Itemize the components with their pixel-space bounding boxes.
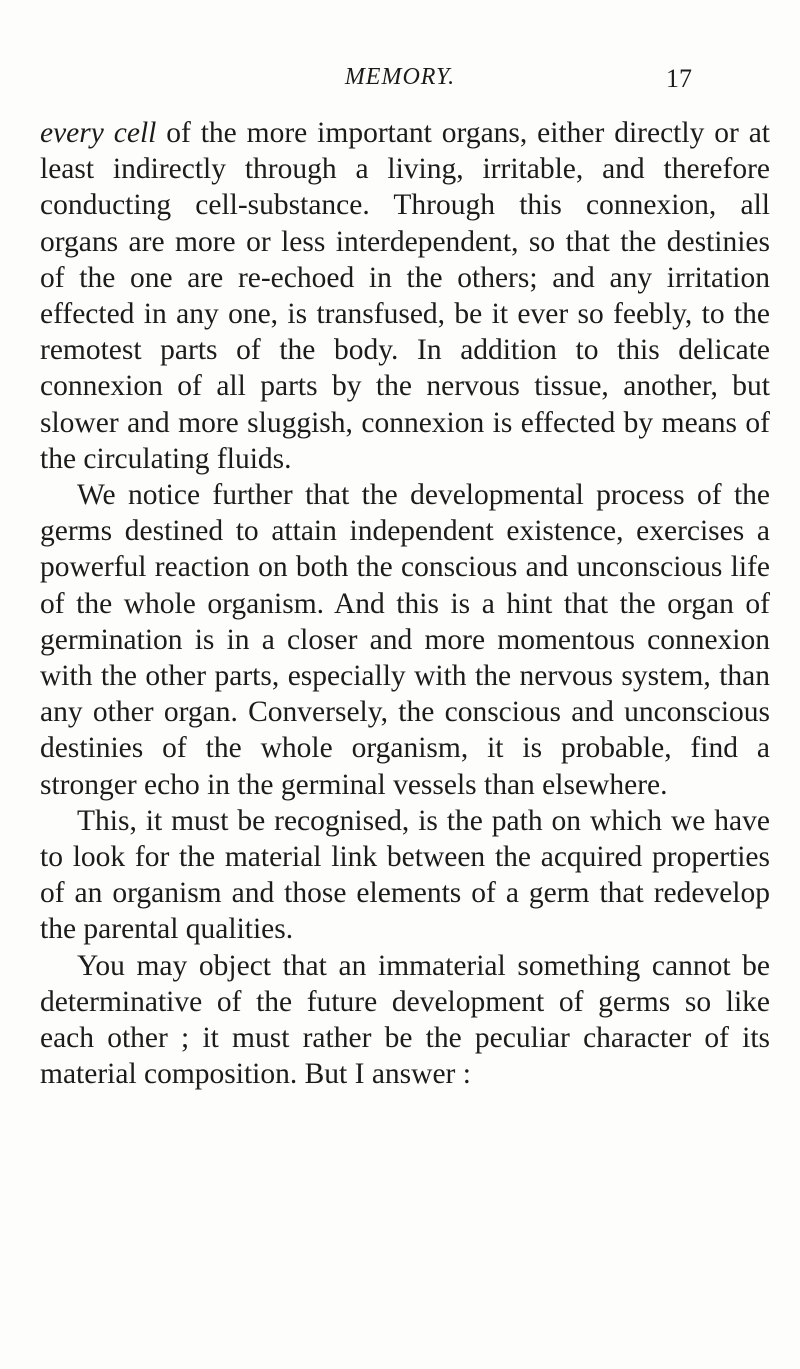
- paragraph-1-italic-lead: every cell: [40, 117, 157, 149]
- body-text: [40, 115, 770, 1092]
- paragraph-1-text: of the more important organs, either directly or at least indirectly through a living, irritable, and therefore conducting cell-substance. Through this connexion, all organs are more or less interdependent, so that the destinies of the one are re-echoed in the others; and any irritation effected in any one, is transfused, be it ever so feebly, to the remotest parts of the body. In addition to this delicate connexion of all parts by the nervous tissue, another, but slower and more sluggish, connexion is effected by means of the circulating fluids.: [40, 117, 770, 475]
- page-number: 17: [666, 64, 692, 93]
- running-title: MEMORY.: [344, 64, 456, 90]
- running-header: [0, 62, 800, 98]
- paragraph-3: This, it must be recognised, is the path on which we have to look for the material link between the acquired properties of an organism and those elements of a germ that redevelop the parental qualities.: [40, 804, 770, 946]
- paragraph-1: [40, 115, 770, 477]
- paragraph-2: We notice further that the developmental process of the germs destined to attain independent existence, exercises a powerful reaction on both the conscious and unconscious life of the whole organism. And this is a hint that the organ of germination is in a closer and more momentous connexion with the other parts, especially with the nervous system, than any other organ. Conversely, the conscious and unconscious destinies of the whole organism, it is probable, find a stronger echo in the germinal vessels than elsewhere.: [40, 479, 770, 801]
- paragraph-4: You may object that an immaterial something cannot be determinative of the future development of germs so like each other ; it must rather be the peculiar character of its material composition. But I answer :: [40, 949, 770, 1091]
